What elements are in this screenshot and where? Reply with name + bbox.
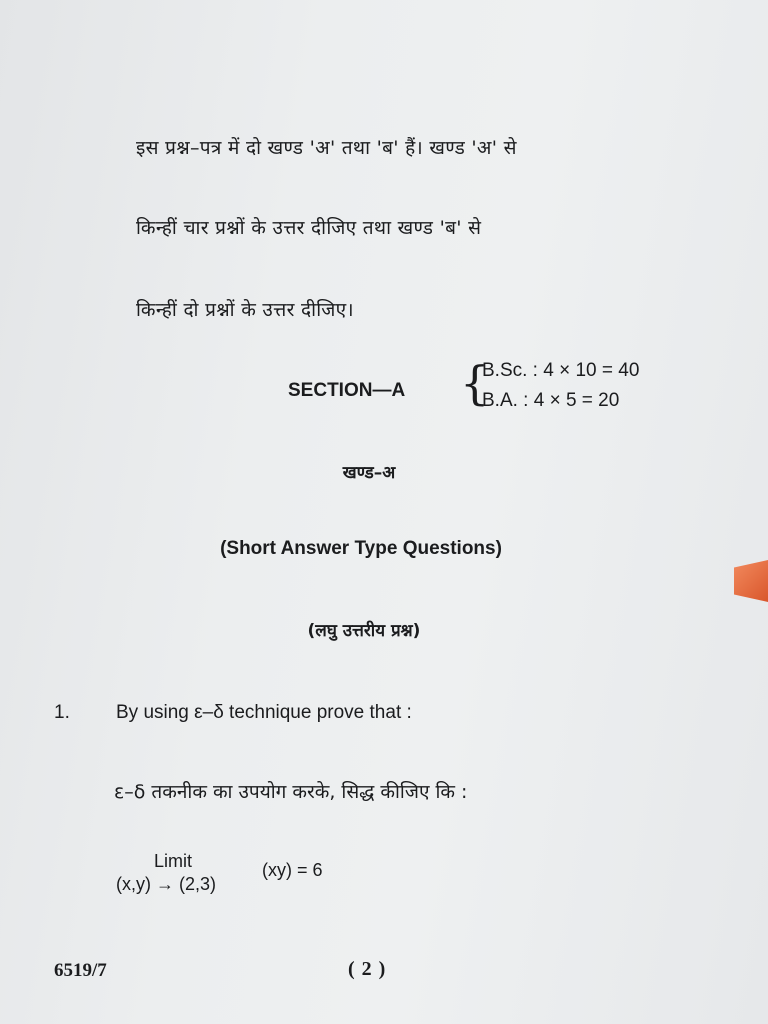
section-subtitle: (Short Answer Type Questions) [220, 538, 502, 559]
question-text-english: By using ε–δ technique prove that : [116, 702, 412, 723]
instruction-line-2: किन्हीं चार प्रश्नों के उत्तर दीजिए तथा खण्ड 'ब' से [136, 217, 482, 239]
question-text-hindi: ε–δ तकनीक का उपयोग करके, सिद्ध कीजिए कि : [114, 781, 468, 803]
section-subtitle-hindi: (लघु उत्तरीय प्रश्न) [307, 621, 421, 641]
question-number: 1. [54, 702, 70, 723]
section-title-hindi: खण्ड–अ [342, 463, 396, 483]
limit-subscript: (x,y) → (2,3) [116, 874, 217, 894]
paper-code: 6519/7 [54, 960, 107, 981]
page-number: ( 2 ) [348, 958, 387, 980]
instruction-line-1: इस प्रश्न–पत्र में दो खण्ड 'अ' तथा 'ब' हैं। खण्ड 'अ' से [136, 137, 517, 159]
marks-bsc: B.Sc. : 4 × 10 = 40 [482, 360, 640, 381]
limit-word: Limit [154, 851, 193, 871]
instruction-line-3: किन्हीं दो प्रश्नों के उत्तर दीजिए। [136, 299, 354, 321]
marks-brace: { [460, 356, 490, 410]
section-header [288, 356, 688, 416]
marks-ba: B.A. : 4 × 5 = 20 [482, 390, 620, 411]
section-title: SECTION—A [288, 380, 406, 401]
marks-distribution [482, 356, 639, 416]
limit-expression: (xy) = 6 [262, 860, 323, 880]
